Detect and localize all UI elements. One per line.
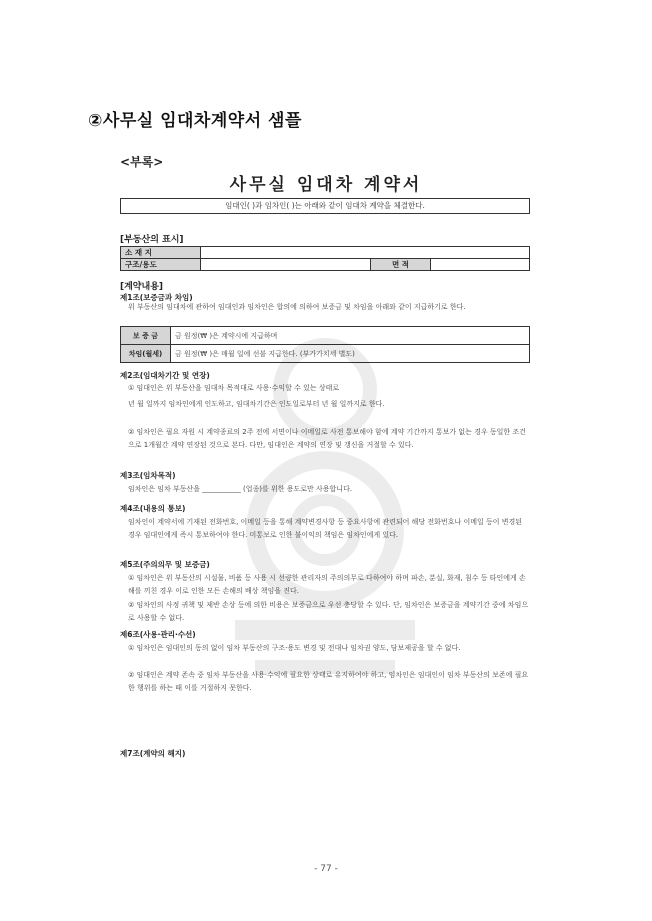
payment-table bbox=[120, 326, 530, 363]
article2-title: 제2조(임대차기간 및 연장) bbox=[120, 371, 210, 380]
article3-text: 임차인은 임차 부동산을 ___________ (업종)를 위한 용도로만 사용합니다. bbox=[128, 485, 353, 493]
property-table bbox=[120, 246, 530, 271]
article5-clause1: ① 임차인은 위 부동산의 시설물, 비품 등 사용 시 선량한 관리자의 주의의무로 다하여야 하며 파손, 분실, 화재, 침수 등 타인에게 손해를 끼친 경우 이로 인한 모든 손해의 배상 책임을 진다. bbox=[128, 574, 526, 595]
contract-section-title: [계약내용] bbox=[120, 282, 164, 292]
location-value bbox=[201, 247, 530, 259]
document-title: 사무실 임대차 계약서 bbox=[229, 175, 423, 195]
deposit-text: 금 원정(₩ )은 계약시에 지급하며 bbox=[171, 327, 530, 345]
article6-clause1: ① 임차인은 임대인의 동의 없이 임차 부동산의 구조·용도 변경 및 전대나 임차권 양도, 담보제공을 할 수 없다. bbox=[128, 644, 461, 652]
table-row bbox=[121, 259, 530, 271]
area-label: 면 적 bbox=[371, 259, 431, 271]
article2-clause2: ② 임차인은 필요 자원 시 계약종료의 2주 전에 서면이나 이메일로 사전 통보해야 함에 계약 기간까지 통보가 없는 경우 동일한 조건으로 1개월간 계약 연장된 것으로 본다. 다만, 임대인은 계약의 연장 및 갱신을 거절할 수 있다. bbox=[128, 428, 526, 449]
article4-text: 임차인이 계약서에 기재된 전화번호, 이메일 등을 통해 계약변경사항 등 중요사항에 관련되어 해당 전화번호나 이메일 등이 변경된 경우 임대인에게 즉시 통보하여야 한다. 미통보로 인한 불이익의 책임은 임차인에게 있다. bbox=[128, 518, 522, 539]
article2-clause1-period: 년 월 일까지 임차인에게 인도하고, 임대차기간은 인도일로부터 년 월 일까지로 한다. bbox=[128, 400, 385, 408]
table-row bbox=[121, 327, 530, 345]
page-number: - 77 - bbox=[314, 864, 338, 874]
deposit-label: 보 증 금 bbox=[121, 327, 171, 345]
page-heading: ②사무실 임대차계약서 샘플 bbox=[88, 111, 302, 131]
article4-title: 제4조(내용의 통보) bbox=[120, 504, 186, 513]
rent-text: 금 원정(₩ )은 매월 일에 선불 지급한다. (부가가치세 별도) bbox=[171, 345, 530, 363]
article5-clause2: ② 임차인의 사정 귀책 및 제반 손상 등에 의한 비용은 보증금으로 우선 충당할 수 있다. 단, 임차인은 보증금을 계약기간 중에 차임으로 사용할 수 없다. bbox=[128, 601, 529, 622]
structure-value bbox=[201, 259, 371, 271]
article3-title: 제3조(임차목적) bbox=[120, 471, 176, 480]
rent-label: 차임(월세) bbox=[121, 345, 171, 363]
structure-label: 구조/용도 bbox=[121, 259, 201, 271]
article2-clause1: ① 임대인은 위 부동산을 임대차 목적대로 사용·수익할 수 있는 상태로 bbox=[128, 384, 340, 392]
article5-title: 제5조(주의의무 및 보증금) bbox=[120, 560, 210, 569]
table-row bbox=[121, 345, 530, 363]
table-row bbox=[121, 247, 530, 259]
appendix-label: <부록> bbox=[120, 155, 164, 169]
property-section-title: [부동산의 표시] bbox=[120, 235, 184, 245]
article1-title: 제1조(보증금과 차임) bbox=[120, 293, 193, 302]
article7-title: 제7조(계약의 해지) bbox=[120, 749, 186, 758]
article6-title: 제6조(사용·관리·수선) bbox=[120, 630, 196, 639]
intro-statement: 임대인( )과 임차인( )는 아래와 같이 임대차 계약을 체결한다. bbox=[120, 198, 530, 214]
article6-clause2: ② 임대인은 계약 존속 중 임차 부동산을 사용·수익에 필요한 상태로 유지하여야 하고, 임차인은 임대인이 임차 부동산의 보존에 필요한 행위를 하는 때 이를 거절하지 못한다. bbox=[128, 671, 529, 692]
area-value bbox=[431, 259, 530, 271]
article1-text: 위 부동산의 임대차에 관하여 임대인과 임차인은 합의에 의하여 보증금 및 차임을 아래와 같이 지급하기로 한다. bbox=[128, 303, 466, 311]
location-label: 소 재 지 bbox=[121, 247, 201, 259]
